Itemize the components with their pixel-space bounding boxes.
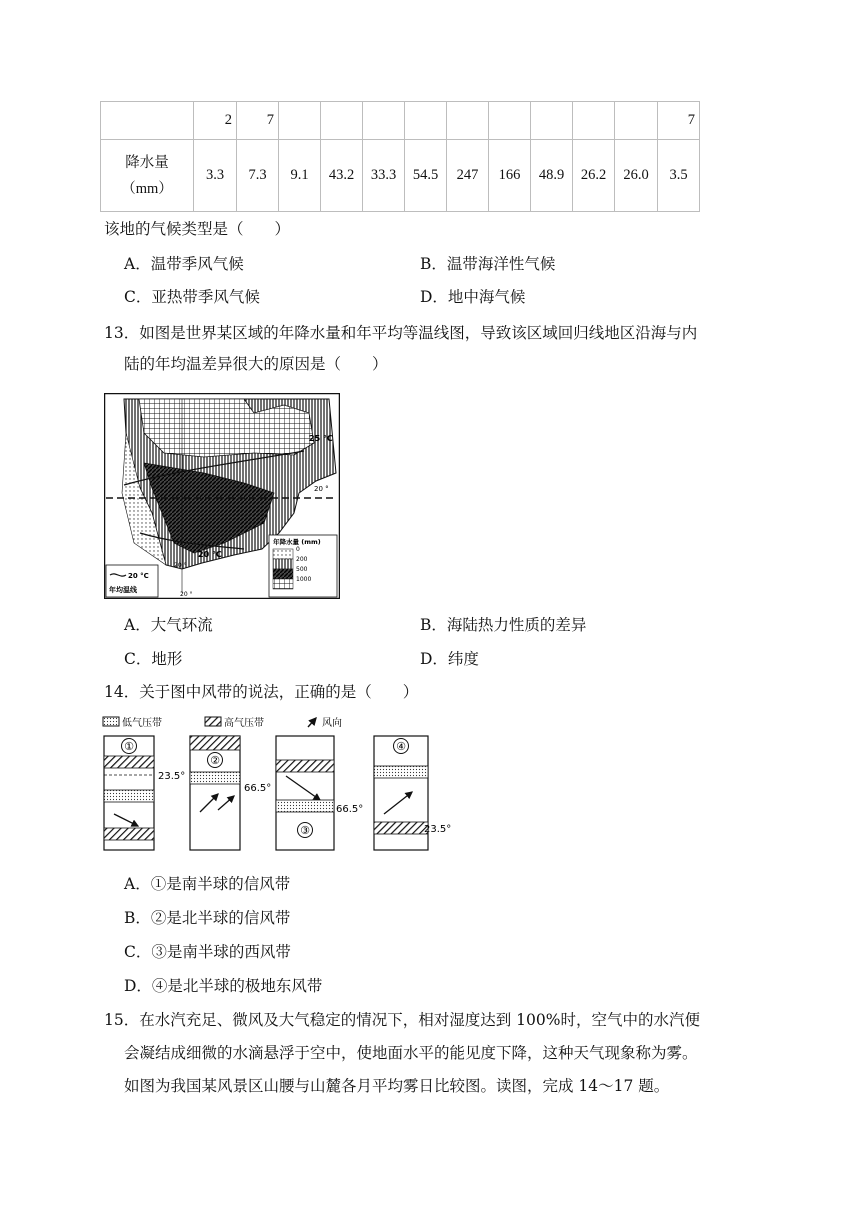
legend-value: 0 (296, 546, 300, 553)
q13-stem-line1: 13．如图是世界某区域的年降水量和年平均等温线图，导致该区域回归线地区沿海与内 (104, 324, 698, 342)
table-cell (321, 102, 363, 140)
q13-option-d[interactable]: D．纬度 (420, 650, 479, 668)
isotherm-legend-label: 年均温线 (109, 586, 137, 594)
table-cell: 43.2 (321, 140, 363, 212)
table-row (101, 102, 700, 140)
table-cell (573, 102, 615, 140)
q15-stem-line1: 15．在水汽充足、微风及大气稳定的情况下，相对湿度达到 100%时，空气中的水汽便 (104, 1011, 700, 1029)
table-cell: 3.3 (194, 140, 237, 212)
wind-panel-2 (190, 736, 271, 850)
table-cell: 7 (658, 102, 700, 140)
table-cell: 247 (447, 140, 489, 212)
q13-stem-line2: 陆的年均温差异很大的原因是（ ） (124, 355, 388, 373)
q12-stem: 该地的气候类型是（ ） (104, 220, 291, 238)
table-cell: 26.2 (573, 140, 615, 212)
table-cell: 7 (237, 102, 279, 140)
table-cell: 26.0 (615, 140, 658, 212)
table-cell (101, 102, 194, 140)
wind-direction-icon (308, 718, 316, 727)
high-pressure-legend-swatch (205, 717, 221, 726)
q12-option-a[interactable]: A．温带季风气候 (124, 255, 244, 273)
label-20-bottom: 20 ° (180, 591, 193, 598)
wind-belt-diagram (100, 714, 460, 858)
label-20c: 20 °C (198, 550, 222, 559)
q14-option-c[interactable]: C．③是南半球的西风带 (124, 943, 291, 961)
legend-value: 200 (296, 556, 308, 563)
table-cell (363, 102, 405, 140)
table-cell: 7.3 (237, 140, 279, 212)
southern-africa-precipitation-map (104, 393, 340, 599)
table-cell: 33.3 (363, 140, 405, 212)
table-cell: 48.9 (531, 140, 573, 212)
legend-swatch (273, 569, 293, 579)
low-pressure-legend-swatch (103, 717, 119, 726)
q15-stem-line3: 如图为我国某风景区山腰与山麓各月平均雾日比较图。读图，完成 14～17 题。 (124, 1077, 670, 1095)
lat-label: 66.5° (336, 804, 364, 815)
q14-option-a[interactable]: A．①是南半球的信风带 (124, 875, 291, 893)
legend-value: 500 (296, 566, 308, 573)
table-cell: 166 (489, 140, 531, 212)
lat-label: 23.5° (424, 824, 452, 835)
table-cell (615, 102, 658, 140)
q12-option-d[interactable]: D．地中海气候 (420, 288, 526, 306)
low-pressure-legend-label: 低气压带 (122, 718, 162, 729)
q14-option-d[interactable]: D．④是北半球的极地东风带 (124, 977, 323, 995)
wind-panel-1 (104, 736, 185, 850)
table-cell: 2 (194, 102, 237, 140)
precip-legend-title: 年降水量 (mm) (273, 538, 321, 546)
table-cell (447, 102, 489, 140)
q12-option-b[interactable]: B．温带海洋性气候 (420, 255, 556, 273)
table-cell: 3.5 (658, 140, 700, 212)
label-20-lon: 20 ° (174, 562, 187, 569)
q13-option-a[interactable]: A．大气环流 (124, 616, 213, 634)
q13-option-c[interactable]: C．地形 (124, 650, 183, 668)
panel-3-label: ③ (300, 824, 310, 837)
high-precipitation-zone (139, 399, 314, 457)
wind-panel-3 (276, 736, 363, 850)
q12-option-c[interactable]: C．亚热带季风气候 (124, 288, 260, 306)
table-cell (489, 102, 531, 140)
q13-option-b[interactable]: B．海陆热力性质的差异 (420, 616, 587, 634)
isotherm-legend-value: 20 °C (128, 572, 149, 580)
q14-stem: 14．关于图中风带的说法，正确的是（ ） (104, 683, 419, 701)
table-cell (405, 102, 447, 140)
panel-2-label: ② (210, 754, 220, 767)
table-row (101, 140, 700, 212)
legend-swatch (273, 579, 293, 589)
precipitation-label: 降水量 (125, 154, 169, 171)
table-cell: 54.5 (405, 140, 447, 212)
legend-value: 1000 (296, 576, 312, 583)
table-cell (279, 102, 321, 140)
lat-label: 23.5° (158, 771, 186, 782)
table-cell (531, 102, 573, 140)
q14-option-b[interactable]: B．②是北半球的信风带 (124, 909, 291, 927)
lat-label: 66.5° (244, 783, 272, 794)
precipitation-unit: （mm） (121, 180, 173, 197)
label-20-lat: 20 ° (314, 485, 329, 493)
precipitation-label-cell (101, 140, 194, 212)
table-cell: 9.1 (279, 140, 321, 212)
panel-4-label: ④ (396, 740, 406, 753)
q15-stem-line2: 会凝结成细微的水滴悬浮于空中，使地面水平的能见度下降，这种天气现象称为雾。 (124, 1044, 698, 1062)
label-25c: 25 °C (309, 434, 333, 443)
legend-swatch (273, 549, 293, 559)
legend-swatch (273, 559, 293, 569)
panel-1-label: ① (124, 740, 134, 753)
precipitation-table (100, 101, 700, 212)
high-pressure-legend-label: 高气压带 (224, 718, 264, 729)
wind-panel-4 (374, 736, 451, 850)
wind-direction-legend-label: 风向 (322, 718, 342, 729)
